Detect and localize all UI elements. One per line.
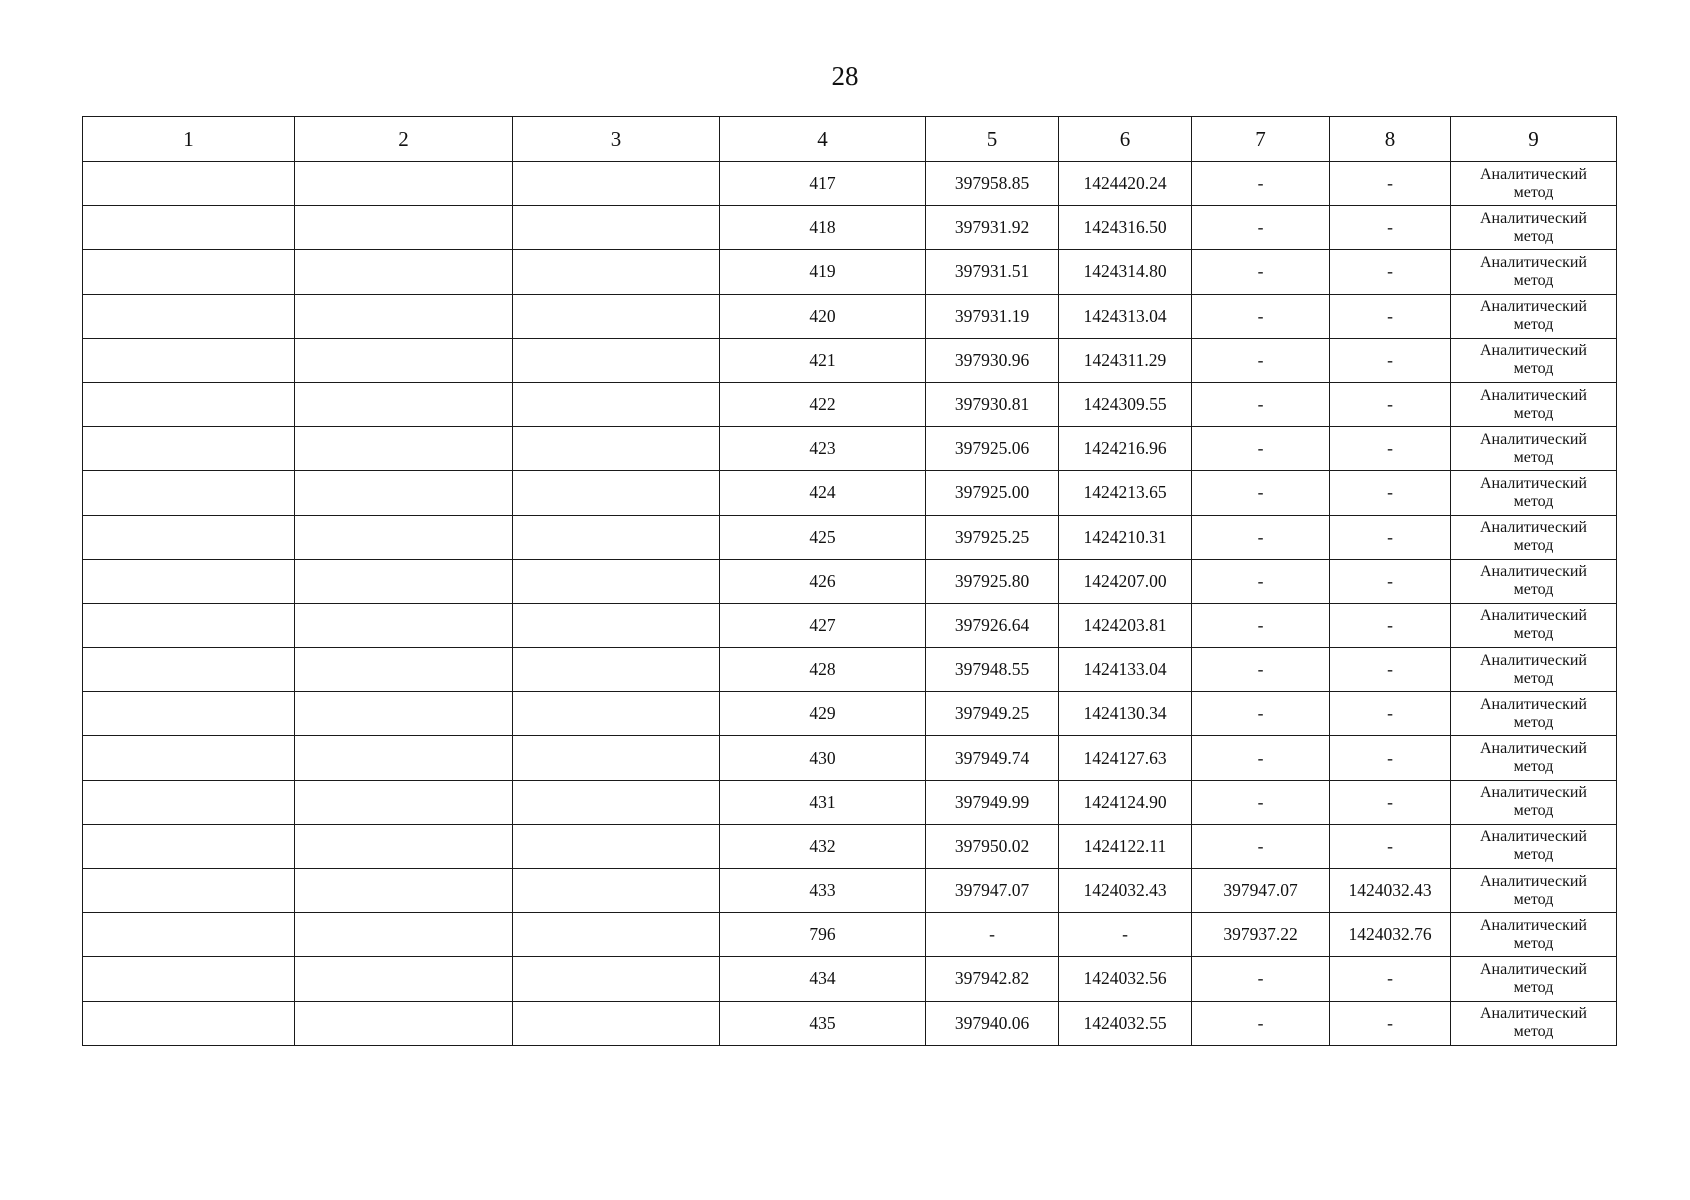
- method-line-1: Аналитический: [1479, 607, 1587, 625]
- cell-y-coordinate: 1424124.90: [1059, 780, 1192, 824]
- cell-x-coordinate-new: -: [1192, 338, 1330, 382]
- table-row: [83, 1001, 1617, 1045]
- cell-y-coordinate-new: -: [1330, 692, 1451, 736]
- cell-y-coordinate: 1424203.81: [1059, 603, 1192, 647]
- cell-y-coordinate-new: -: [1330, 162, 1451, 206]
- cell-method: [1451, 648, 1617, 692]
- column-header: 3: [513, 117, 720, 162]
- cell-y-coordinate: 1424032.43: [1059, 869, 1192, 913]
- cell-method: [1451, 427, 1617, 471]
- cell-y-coordinate: 1424309.55: [1059, 382, 1192, 426]
- table-row: [83, 382, 1617, 426]
- method-line-2: метод: [1513, 758, 1554, 776]
- cell-col-2: [295, 648, 513, 692]
- cell-method: [1451, 1001, 1617, 1045]
- cell-y-coordinate-new: -: [1330, 824, 1451, 868]
- cell-method: [1451, 250, 1617, 294]
- cell-y-coordinate: 1424314.80: [1059, 250, 1192, 294]
- cell-y-coordinate: 1424420.24: [1059, 162, 1192, 206]
- cell-col-2: [295, 250, 513, 294]
- cell-col-3: [513, 648, 720, 692]
- method-line-2: метод: [1513, 316, 1554, 334]
- cell-method: [1451, 692, 1617, 736]
- method-line-2: метод: [1513, 581, 1554, 599]
- method-line-2: метод: [1513, 183, 1554, 201]
- cell-y-coordinate-new: -: [1330, 206, 1451, 250]
- cell-x-coordinate-new: -: [1192, 427, 1330, 471]
- method-line-2: метод: [1513, 360, 1554, 378]
- method-line-1: Аналитический: [1479, 740, 1587, 758]
- cell-method: [1451, 957, 1617, 1001]
- cell-col-2: [295, 338, 513, 382]
- cell-col-2: [295, 869, 513, 913]
- method-line-2: метод: [1513, 492, 1554, 510]
- cell-x-coordinate: 397947.07: [926, 869, 1059, 913]
- column-header: 1: [83, 117, 295, 162]
- method-line-1: Аналитический: [1479, 165, 1587, 183]
- method-line-1: Аналитический: [1479, 298, 1587, 316]
- cell-x-coordinate: 397949.99: [926, 780, 1059, 824]
- cell-col-3: [513, 382, 720, 426]
- table-row: [83, 869, 1617, 913]
- cell-point-number: 796: [720, 913, 926, 957]
- column-header: 4: [720, 117, 926, 162]
- cell-x-coordinate-new: -: [1192, 515, 1330, 559]
- column-header: 9: [1451, 117, 1617, 162]
- cell-x-coordinate: 397949.25: [926, 692, 1059, 736]
- cell-method: [1451, 736, 1617, 780]
- method-line-1: Аналитический: [1479, 784, 1587, 802]
- cell-col-2: [295, 824, 513, 868]
- cell-col-3: [513, 471, 720, 515]
- cell-method: [1451, 338, 1617, 382]
- cell-y-coordinate-new: -: [1330, 382, 1451, 426]
- cell-x-coordinate-new: -: [1192, 603, 1330, 647]
- cell-col-3: [513, 559, 720, 603]
- method-line-1: Аналитический: [1479, 651, 1587, 669]
- method-line-1: Аналитический: [1479, 253, 1587, 271]
- cell-col-2: [295, 559, 513, 603]
- method-line-1: Аналитический: [1479, 960, 1587, 978]
- cell-y-coordinate: 1424311.29: [1059, 338, 1192, 382]
- cell-method: [1451, 294, 1617, 338]
- cell-x-coordinate: 397930.81: [926, 382, 1059, 426]
- cell-col-1: [83, 692, 295, 736]
- cell-point-number: 433: [720, 869, 926, 913]
- cell-x-coordinate-new: 397937.22: [1192, 913, 1330, 957]
- cell-x-coordinate: 397940.06: [926, 1001, 1059, 1045]
- cell-y-coordinate: 1424133.04: [1059, 648, 1192, 692]
- cell-col-2: [295, 471, 513, 515]
- cell-point-number: 428: [720, 648, 926, 692]
- cell-x-coordinate: 397925.25: [926, 515, 1059, 559]
- cell-col-1: [83, 869, 295, 913]
- cell-x-coordinate: 397930.96: [926, 338, 1059, 382]
- cell-y-coordinate: 1424032.55: [1059, 1001, 1192, 1045]
- cell-y-coordinate-new: 1424032.43: [1330, 869, 1451, 913]
- cell-y-coordinate-new: -: [1330, 736, 1451, 780]
- cell-x-coordinate: 397950.02: [926, 824, 1059, 868]
- cell-col-3: [513, 250, 720, 294]
- cell-col-1: [83, 382, 295, 426]
- method-line-1: Аналитический: [1479, 1005, 1587, 1023]
- method-line-2: метод: [1513, 890, 1554, 908]
- cell-col-3: [513, 206, 720, 250]
- cell-col-1: [83, 1001, 295, 1045]
- method-line-2: метод: [1513, 1023, 1554, 1041]
- cell-x-coordinate: 397931.51: [926, 250, 1059, 294]
- cell-x-coordinate-new: -: [1192, 824, 1330, 868]
- cell-point-number: 426: [720, 559, 926, 603]
- cell-col-1: [83, 559, 295, 603]
- cell-col-2: [295, 736, 513, 780]
- method-line-1: Аналитический: [1479, 342, 1587, 360]
- cell-col-1: [83, 648, 295, 692]
- method-line-2: метод: [1513, 669, 1554, 687]
- cell-x-coordinate: 397925.06: [926, 427, 1059, 471]
- cell-col-1: [83, 471, 295, 515]
- cell-col-1: [83, 250, 295, 294]
- method-line-2: метод: [1513, 846, 1554, 864]
- table-row: [83, 692, 1617, 736]
- table-row: [83, 250, 1617, 294]
- table-row: [83, 603, 1617, 647]
- table-row: [83, 559, 1617, 603]
- cell-col-3: [513, 780, 720, 824]
- cell-x-coordinate-new: -: [1192, 780, 1330, 824]
- cell-y-coordinate-new: -: [1330, 780, 1451, 824]
- table-row: [83, 780, 1617, 824]
- cell-y-coordinate: 1424216.96: [1059, 427, 1192, 471]
- cell-x-coordinate: 397958.85: [926, 162, 1059, 206]
- cell-col-2: [295, 780, 513, 824]
- cell-y-coordinate-new: -: [1330, 957, 1451, 1001]
- table-row: [83, 648, 1617, 692]
- cell-y-coordinate: 1424213.65: [1059, 471, 1192, 515]
- cell-method: [1451, 515, 1617, 559]
- cell-point-number: 421: [720, 338, 926, 382]
- cell-point-number: 434: [720, 957, 926, 1001]
- cell-col-3: [513, 338, 720, 382]
- cell-col-1: [83, 736, 295, 780]
- cell-x-coordinate: 397925.80: [926, 559, 1059, 603]
- table-row: [83, 427, 1617, 471]
- cell-point-number: 422: [720, 382, 926, 426]
- table-body: [83, 162, 1617, 1046]
- cell-col-3: [513, 824, 720, 868]
- method-line-1: Аналитический: [1479, 916, 1587, 934]
- cell-x-coordinate: 397942.82: [926, 957, 1059, 1001]
- cell-y-coordinate-new: -: [1330, 603, 1451, 647]
- cell-y-coordinate: 1424130.34: [1059, 692, 1192, 736]
- cell-point-number: 431: [720, 780, 926, 824]
- cell-method: [1451, 780, 1617, 824]
- cell-col-3: [513, 913, 720, 957]
- cell-x-coordinate-new: -: [1192, 736, 1330, 780]
- method-line-1: Аналитический: [1479, 828, 1587, 846]
- cell-x-coordinate: 397949.74: [926, 736, 1059, 780]
- cell-col-3: [513, 1001, 720, 1045]
- cell-col-3: [513, 294, 720, 338]
- cell-point-number: 429: [720, 692, 926, 736]
- cell-y-coordinate-new: -: [1330, 427, 1451, 471]
- cell-x-coordinate-new: -: [1192, 250, 1330, 294]
- cell-x-coordinate-new: -: [1192, 294, 1330, 338]
- cell-point-number: 424: [720, 471, 926, 515]
- cell-col-3: [513, 427, 720, 471]
- table-row: [83, 957, 1617, 1001]
- table-row: [83, 162, 1617, 206]
- cell-y-coordinate: 1424207.00: [1059, 559, 1192, 603]
- method-line-1: Аналитический: [1479, 563, 1587, 581]
- cell-col-3: [513, 692, 720, 736]
- cell-y-coordinate-new: -: [1330, 250, 1451, 294]
- table-header-row: [83, 117, 1617, 162]
- cell-x-coordinate-new: -: [1192, 1001, 1330, 1045]
- cell-point-number: 419: [720, 250, 926, 294]
- method-line-2: метод: [1513, 404, 1554, 422]
- cell-x-coordinate-new: -: [1192, 206, 1330, 250]
- cell-y-coordinate: 1424210.31: [1059, 515, 1192, 559]
- column-header: 6: [1059, 117, 1192, 162]
- cell-y-coordinate-new: -: [1330, 471, 1451, 515]
- cell-col-3: [513, 957, 720, 1001]
- table-row: [83, 294, 1617, 338]
- cell-col-1: [83, 427, 295, 471]
- page-number: 28: [831, 61, 859, 91]
- cell-col-2: [295, 515, 513, 559]
- cell-col-2: [295, 913, 513, 957]
- method-line-2: метод: [1513, 537, 1554, 555]
- cell-y-coordinate: -: [1059, 913, 1192, 957]
- cell-x-coordinate: 397926.64: [926, 603, 1059, 647]
- column-header: 5: [926, 117, 1059, 162]
- cell-y-coordinate: 1424127.63: [1059, 736, 1192, 780]
- cell-x-coordinate-new: 397947.07: [1192, 869, 1330, 913]
- cell-method: [1451, 559, 1617, 603]
- cell-method: [1451, 162, 1617, 206]
- cell-y-coordinate-new: -: [1330, 648, 1451, 692]
- table-row: [83, 515, 1617, 559]
- cell-x-coordinate: 397948.55: [926, 648, 1059, 692]
- cell-x-coordinate-new: -: [1192, 692, 1330, 736]
- table-row: [83, 206, 1617, 250]
- cell-x-coordinate: 397925.00: [926, 471, 1059, 515]
- method-line-1: Аналитический: [1479, 474, 1587, 492]
- method-line-2: метод: [1513, 978, 1554, 996]
- cell-y-coordinate: 1424313.04: [1059, 294, 1192, 338]
- cell-method: [1451, 471, 1617, 515]
- cell-point-number: 435: [720, 1001, 926, 1045]
- cell-point-number: 427: [720, 603, 926, 647]
- cell-method: [1451, 913, 1617, 957]
- cell-point-number: 432: [720, 824, 926, 868]
- cell-y-coordinate-new: 1424032.76: [1330, 913, 1451, 957]
- cell-x-coordinate: 397931.19: [926, 294, 1059, 338]
- method-line-2: метод: [1513, 271, 1554, 289]
- table-row: [83, 913, 1617, 957]
- cell-y-coordinate-new: -: [1330, 338, 1451, 382]
- cell-col-2: [295, 692, 513, 736]
- cell-col-1: [83, 515, 295, 559]
- table-row: [83, 736, 1617, 780]
- table-row: [83, 471, 1617, 515]
- cell-x-coordinate-new: -: [1192, 162, 1330, 206]
- column-header: 2: [295, 117, 513, 162]
- cell-col-1: [83, 603, 295, 647]
- cell-y-coordinate: 1424122.11: [1059, 824, 1192, 868]
- cell-y-coordinate-new: -: [1330, 515, 1451, 559]
- cell-col-3: [513, 162, 720, 206]
- table-row: [83, 338, 1617, 382]
- cell-method: [1451, 869, 1617, 913]
- method-line-2: метод: [1513, 448, 1554, 466]
- column-header: 7: [1192, 117, 1330, 162]
- cell-col-2: [295, 427, 513, 471]
- cell-col-2: [295, 382, 513, 426]
- column-header: 8: [1330, 117, 1451, 162]
- cell-method: [1451, 824, 1617, 868]
- cell-method: [1451, 603, 1617, 647]
- cell-point-number: 423: [720, 427, 926, 471]
- cell-method: [1451, 206, 1617, 250]
- method-line-2: метод: [1513, 227, 1554, 245]
- cell-col-2: [295, 294, 513, 338]
- cell-col-1: [83, 162, 295, 206]
- cell-col-1: [83, 780, 295, 824]
- cell-col-1: [83, 824, 295, 868]
- cell-col-2: [295, 206, 513, 250]
- cell-point-number: 430: [720, 736, 926, 780]
- cell-col-1: [83, 913, 295, 957]
- method-line-1: Аналитический: [1479, 519, 1587, 537]
- cell-col-1: [83, 206, 295, 250]
- method-line-1: Аналитический: [1479, 695, 1587, 713]
- table-row: [83, 824, 1617, 868]
- cell-x-coordinate-new: -: [1192, 957, 1330, 1001]
- cell-col-2: [295, 162, 513, 206]
- method-line-2: метод: [1513, 934, 1554, 952]
- method-line-2: метод: [1513, 802, 1554, 820]
- method-line-1: Аналитический: [1479, 872, 1587, 890]
- cell-y-coordinate-new: -: [1330, 1001, 1451, 1045]
- cell-x-coordinate-new: -: [1192, 559, 1330, 603]
- cell-y-coordinate: 1424316.50: [1059, 206, 1192, 250]
- cell-col-1: [83, 338, 295, 382]
- cell-col-1: [83, 957, 295, 1001]
- cell-col-3: [513, 736, 720, 780]
- cell-point-number: 417: [720, 162, 926, 206]
- cell-x-coordinate: 397931.92: [926, 206, 1059, 250]
- cell-y-coordinate: 1424032.56: [1059, 957, 1192, 1001]
- method-line-1: Аналитический: [1479, 386, 1587, 404]
- cell-col-2: [295, 1001, 513, 1045]
- cell-point-number: 425: [720, 515, 926, 559]
- method-line-1: Аналитический: [1479, 209, 1587, 227]
- method-line-2: метод: [1513, 713, 1554, 731]
- cell-col-3: [513, 515, 720, 559]
- cell-y-coordinate-new: -: [1330, 294, 1451, 338]
- cell-col-3: [513, 603, 720, 647]
- method-line-2: метод: [1513, 625, 1554, 643]
- coordinates-table: [82, 116, 1617, 1046]
- cell-x-coordinate-new: -: [1192, 471, 1330, 515]
- cell-col-1: [83, 294, 295, 338]
- cell-x-coordinate: -: [926, 913, 1059, 957]
- cell-method: [1451, 382, 1617, 426]
- cell-point-number: 420: [720, 294, 926, 338]
- cell-col-3: [513, 869, 720, 913]
- method-line-1: Аналитический: [1479, 430, 1587, 448]
- cell-y-coordinate-new: -: [1330, 559, 1451, 603]
- cell-x-coordinate-new: -: [1192, 382, 1330, 426]
- cell-x-coordinate-new: -: [1192, 648, 1330, 692]
- cell-col-2: [295, 957, 513, 1001]
- cell-col-2: [295, 603, 513, 647]
- cell-point-number: 418: [720, 206, 926, 250]
